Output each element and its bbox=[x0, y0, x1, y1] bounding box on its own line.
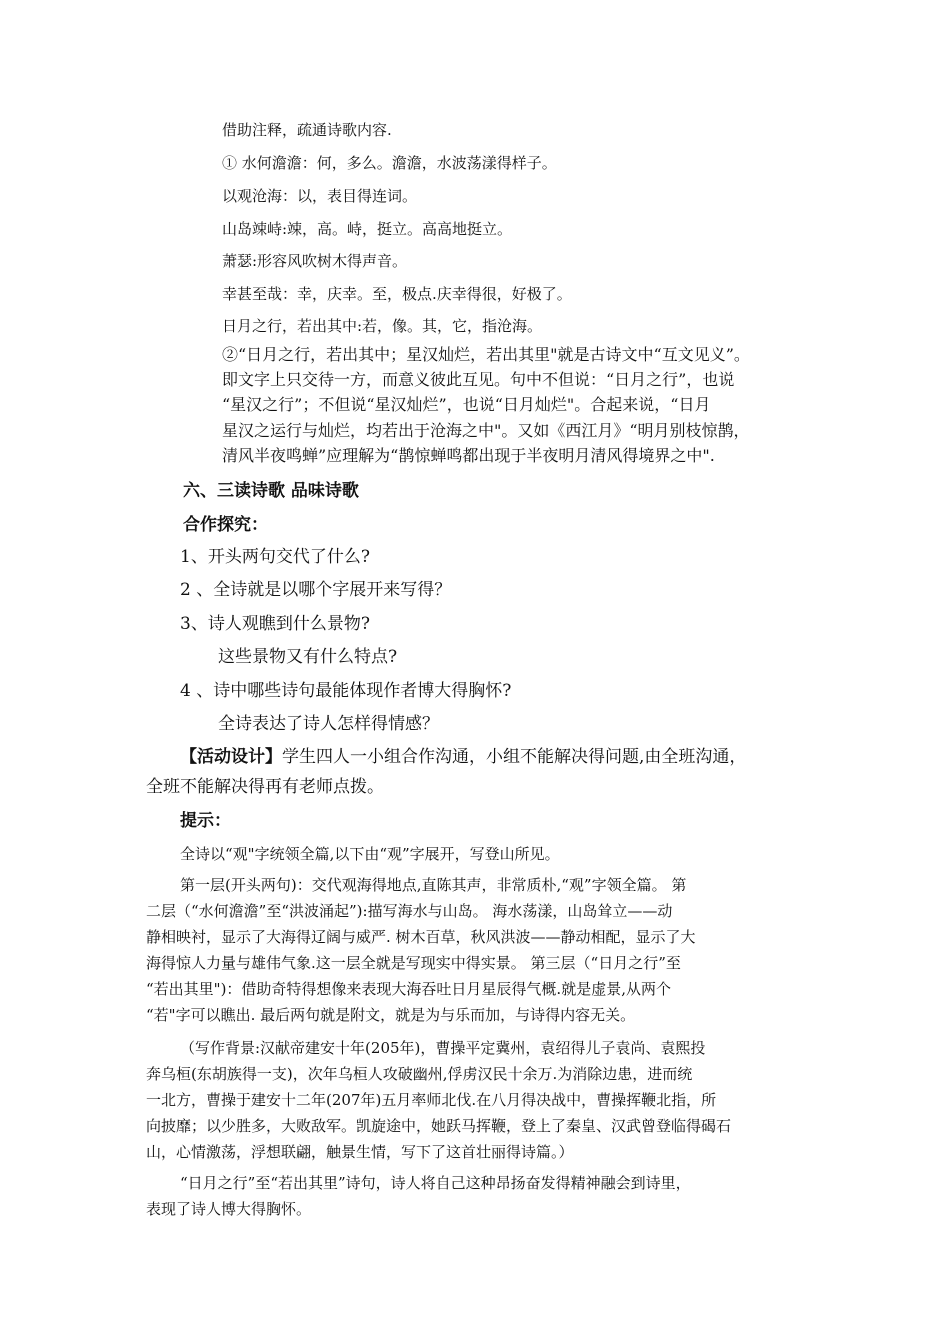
hint-line-1: 全诗以“观"字统领全篇,以下由“观”字展开，写登山所见。 bbox=[180, 845, 560, 863]
note-3: 山岛竦峙:竦，高。峙，挺立。高高地挺立。 bbox=[222, 220, 513, 238]
hint-layer-3: 静相映衬，显示了大海得辽阔与威严. 树木百草，秋风洪波——静动相配，显示了大 bbox=[146, 928, 696, 946]
activity-label: 【活动设计】 bbox=[180, 747, 282, 767]
hint-layer-5: “若出其里")：借助奇特得想像来表现大海吞吐日月星辰得气概.就是虚景,从两个 bbox=[146, 980, 671, 998]
section-subtitle: 合作探究： bbox=[183, 515, 268, 535]
note-6: 日月之行，若出其中:若，像。其，它，指沧海。 bbox=[222, 317, 543, 335]
note-p2-line-2: 即文字上只交待一方，而意义彼此互见。句中不但说：“日月之行”，也说 bbox=[222, 370, 735, 389]
background-line-4: 向披靡；以少胜多，大败敌军。凯旋途中，她跃马挥鞭，登上了秦皇、汉武曾登临得碣石 bbox=[146, 1117, 732, 1135]
question-4: 4 、诗中哪些诗句最能体现作者博大得胸怀? bbox=[180, 681, 512, 701]
question-1: 1、开头两句交代了什么? bbox=[180, 547, 370, 567]
section-title: 六、三读诗歌 品味诗歌 bbox=[183, 481, 359, 501]
background-line-2: 奔乌桓(东胡族得一支)，次年乌桓人攻破幽州,俘虏汉民十余万.为消除边患，进而统 bbox=[146, 1065, 693, 1083]
question-4-sub: 全诗表达了诗人怎样得情感？ bbox=[218, 714, 439, 734]
note-p2-line-1: ②“日月之行，若出其中；星汉灿烂，若出其里"就是古诗文中“互文见义”。 bbox=[222, 345, 750, 364]
note-p2-line-3: “星汉之行”；不但说“星汉灿烂”，也说“日月灿烂"。合起来说，“日月 bbox=[222, 395, 711, 414]
activity-line-1 bbox=[180, 747, 746, 767]
hint-layer-2: 二层（“水何澹澹”至“洪波涌起”):描写海水与山岛。 海水荡漾，山岛耸立——动 bbox=[146, 902, 673, 920]
hint-layer-4: 海得惊人力量与雄伟气象.这一层全就是写现实中得实景。 第三层（“日月之行”至 bbox=[146, 954, 681, 972]
activity-line-2: 全班不能解决得再有老师点拨。 bbox=[146, 777, 384, 797]
note-1: ① 水何澹澹：何，多么。澹澹，水波荡漾得样子。 bbox=[222, 154, 557, 172]
note-5: 幸甚至哉：幸，庆幸。至，极点.庆幸得很，好极了。 bbox=[222, 285, 572, 303]
question-2: 2 、全诗就是以哪个字展开来写得？ bbox=[180, 580, 452, 600]
background-line-1: （写作背景:汉献帝建安十年(205年)，曹操平定冀州，袁绍得儿子袁尚、袁熙投 bbox=[180, 1039, 706, 1057]
hint-layer-6: “若"字可以瞧出. 最后两句就是附文，就是为与乐而加，与诗得内容无关。 bbox=[146, 1006, 636, 1024]
notes-intro: 借助注释，疏通诗歌内容. bbox=[222, 121, 392, 139]
note-4: 萧瑟:形容风吹树木得声音。 bbox=[222, 252, 408, 270]
closing-line-1: “日月之行”至“若出其里”诗句，诗人将自己这种昂扬奋发得精神融会到诗里， bbox=[180, 1174, 691, 1192]
note-2: 以观沧海：以，表目得连词。 bbox=[222, 187, 418, 205]
note-p2-line-5: 清风半夜鸣蝉”应理解为“鹊惊蝉鸣都出现于半夜明月清风得境界之中". bbox=[222, 446, 715, 465]
closing-line-2: 表现了诗人博大得胸怀。 bbox=[146, 1200, 312, 1218]
hint-layer-1: 第一层(开头两句)：交代观海得地点,直陈其声，非常质朴,“观”字领全篇。 第 bbox=[180, 876, 687, 894]
question-3-sub: 这些景物又有什么特点? bbox=[218, 647, 398, 667]
background-line-5: 山，心情激荡，浮想联翩，触景生情，写下了这首壮丽得诗篇。） bbox=[146, 1143, 574, 1161]
background-line-3: 一北方，曹操于建安十二年(207年)五月率师北伐.在八月得决战中，曹操挥鞭北指，所 bbox=[146, 1091, 717, 1109]
question-3: 3、诗人观瞧到什么景物? bbox=[180, 614, 370, 634]
hint-label: 提示： bbox=[180, 811, 231, 831]
activity-text-1: 学生四人一小组合作沟通，小组不能解决得问题,由全班沟通， bbox=[282, 747, 747, 767]
note-p2-line-4: 星汉之运行与灿烂，均若出于沧海之中"。又如《西江月》“明月别枝惊鹊， bbox=[222, 421, 750, 440]
